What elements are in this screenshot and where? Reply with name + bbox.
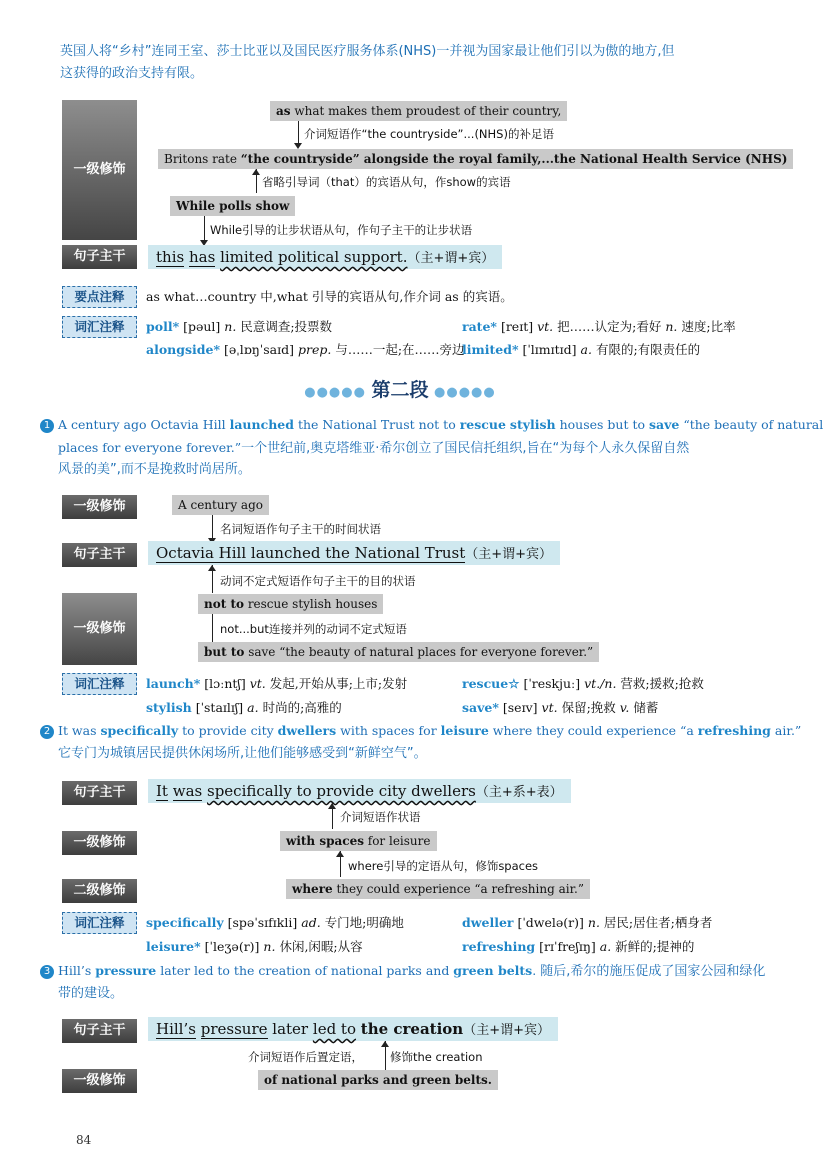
sentence-3-translation: 带的建设。 (58, 986, 124, 1001)
modifier-label: 一级修饰 (62, 1069, 137, 1093)
vocab-alongside: alongside* [əˌlɒŋˈsaɪd] prep. 与……一起;在……旁边 (146, 342, 465, 357)
connector-line (204, 216, 205, 242)
connector-line (298, 121, 299, 145)
main-clause-label: 句子主干 (62, 1019, 137, 1043)
rate-clause-box: Britons rate “the countryside” alongside the royal family,...the National Health Service (NHS) (158, 149, 793, 169)
vocab-launch: launch* [lɔːntʃ] vt. 发起,开始从事;上市;发射 (146, 676, 408, 691)
vocab-leisure: leisure* [ˈleʒə(r)] n. 休闲,闲暇;从容 (146, 939, 363, 954)
post-modifier-note-right: 修饰the creation (390, 1050, 483, 1064)
post-modifier-note-left: 介词短语作后置定语， (248, 1050, 363, 1064)
but-to-phrase-box: but to save “the beauty of natural places for everyone forever.” (198, 642, 599, 662)
second-modifier-label: 二级修饰 (62, 879, 137, 903)
page-number: 84 (76, 1133, 92, 1147)
main-clause-label: 句子主干 (62, 245, 137, 269)
modifier-label: 一级修饰 (62, 593, 137, 665)
vocab-tag: 词汇注释 (62, 673, 137, 695)
sentence-1-translation: 风景的美”,而不是挽救时尚居所。 (58, 462, 251, 477)
modifier-label: 一级修饰 (62, 495, 137, 519)
arrow-up-icon (336, 851, 344, 857)
that-clause-note: 省略引导词（that）的宾语从句，作show的宾语 (262, 175, 511, 189)
main-clause-label: 句子主干 (62, 781, 137, 805)
time-adverbial-note: 名词短语作句子主干的时间状语 (220, 522, 381, 536)
vocab-rate: rate* [reɪt] vt. 把……认定为;看好 n. 速度;比率 (462, 319, 736, 334)
vocab-poll: poll* [pəul] n. 民意调查;投票数 (146, 319, 333, 334)
connector-line (212, 614, 213, 642)
main-clause-box: It was specifically to provide city dwellers（主+系+表） (148, 779, 571, 803)
arrow-up-icon (381, 1041, 389, 1047)
sentence-3-english: 3 Hill’s pressure later led to the creation of national parks and green belts. 随后,希尔的施压促成了国家公园和绿化 (40, 960, 765, 983)
as-clause-note: 介词短语作“the countryside”...(NHS)的补足语 (304, 127, 554, 141)
vocab-dweller: dweller [ˈdwelə(r)] n. 居民;居住者;栖身者 (462, 915, 713, 930)
modifier-label: 一级修饰 (62, 100, 137, 240)
arrow-up-icon (328, 803, 336, 809)
vocab-specifically: specifically [spəˈsɪfɪkli] ad. 专门地;明确地 (146, 915, 404, 930)
main-clause-box: this has limited political support.（主+谓+宾） (148, 245, 502, 269)
number-badge-icon: 3 (40, 965, 54, 979)
where-clause-note: where引导的定语从句，修饰spaces (348, 859, 539, 873)
number-badge-icon: 2 (40, 725, 54, 739)
not-to-phrase-box: not to rescue stylish houses (198, 594, 383, 614)
main-clause-box: Hill’s pressure later led to the creation（主+谓+宾） (148, 1017, 558, 1041)
vocab-stylish: stylish [ˈstaɪlɪʃ] a. 时尚的;高雅的 (146, 700, 342, 715)
time-adverbial-box: A century ago (172, 495, 269, 515)
while-clause-note: While引导的让步状语从句，作句子主干的让步状语 (210, 223, 473, 237)
vocab-save: save* [seɪv] vt. 保留;挽救 v. 储蓄 (462, 700, 659, 715)
purpose-adverbial-note: 动词不定式短语作句子主干的目的状语 (220, 574, 416, 588)
arrow-up-icon (208, 565, 216, 571)
modifier-label: 一级修饰 (62, 831, 137, 855)
of-phrase-box: of national parks and green belts. (258, 1070, 498, 1090)
vocab-refreshing: refreshing [rɪˈfreʃɪŋ] a. 新鲜的;提神的 (462, 939, 695, 954)
translation-line-2: 这获得的政治支持有限。 (60, 66, 204, 81)
translation-line-1: 英国人将“乡村”连同王室、莎士比亚以及国民医疗服务体系(NHS)一并视为国家最让他们引以为傲的地方,但 (60, 44, 675, 59)
where-clause-box: where they could experience “a refreshing air.” (286, 879, 590, 899)
vocab-limited: limited* [ˈlɪmɪtɪd] a. 有限的;有限责任的 (462, 342, 701, 357)
dots-decoration-icon: ●●●●● (428, 385, 496, 400)
main-clause-box: Octavia Hill launched the National Trust（主+谓+宾） (148, 541, 560, 565)
arrow-up-icon (252, 169, 260, 175)
prep-phrase-note: 介词短语作状语 (340, 810, 421, 824)
sentence-2-translation: 它专门为城镇居民提供休闲场所,让他们能够感受到“新鲜空气”。 (58, 746, 427, 761)
while-clause-box: While polls show (170, 196, 295, 216)
number-badge-icon: 1 (40, 419, 54, 433)
not-but-note: not...but连接并列的动词不定式短语 (220, 622, 407, 636)
key-point-text: as what…country 中,what 引导的宾语从句,作介词 as 的宾语。 (146, 289, 513, 304)
vocab-rescue: rescue☆ [ˈreskjuː] vt./n. 营救;援救;抢救 (462, 676, 704, 691)
sentence-2-english: 2 It was specifically to provide city dwellers with spaces for leisure where they could experience “a refreshing air.” (40, 720, 801, 742)
as-clause-box: as what makes them proudest of their country, (270, 101, 567, 121)
with-phrase-box: with spaces for leisure (280, 831, 437, 851)
dots-decoration-icon: ●●●●● (304, 385, 372, 400)
vocab-tag: 词汇注释 (62, 912, 137, 934)
key-point-tag: 要点注释 (62, 286, 137, 308)
main-clause-label: 句子主干 (62, 543, 137, 567)
vocab-tag: 词汇注释 (62, 316, 137, 338)
section-title: ●●●●● 第二段 ●●●●● (304, 379, 496, 401)
sentence-1-english: 1 A century ago Octavia Hill launched the National Trust not to rescue stylish houses but to save “the beauty of natural (40, 414, 823, 436)
sentence-1-line-2: places for everyone forever.”一个世纪前,奥克塔维亚·希尔创立了国民信托组织,旨在“为每个人永久保留自然 (58, 440, 690, 456)
